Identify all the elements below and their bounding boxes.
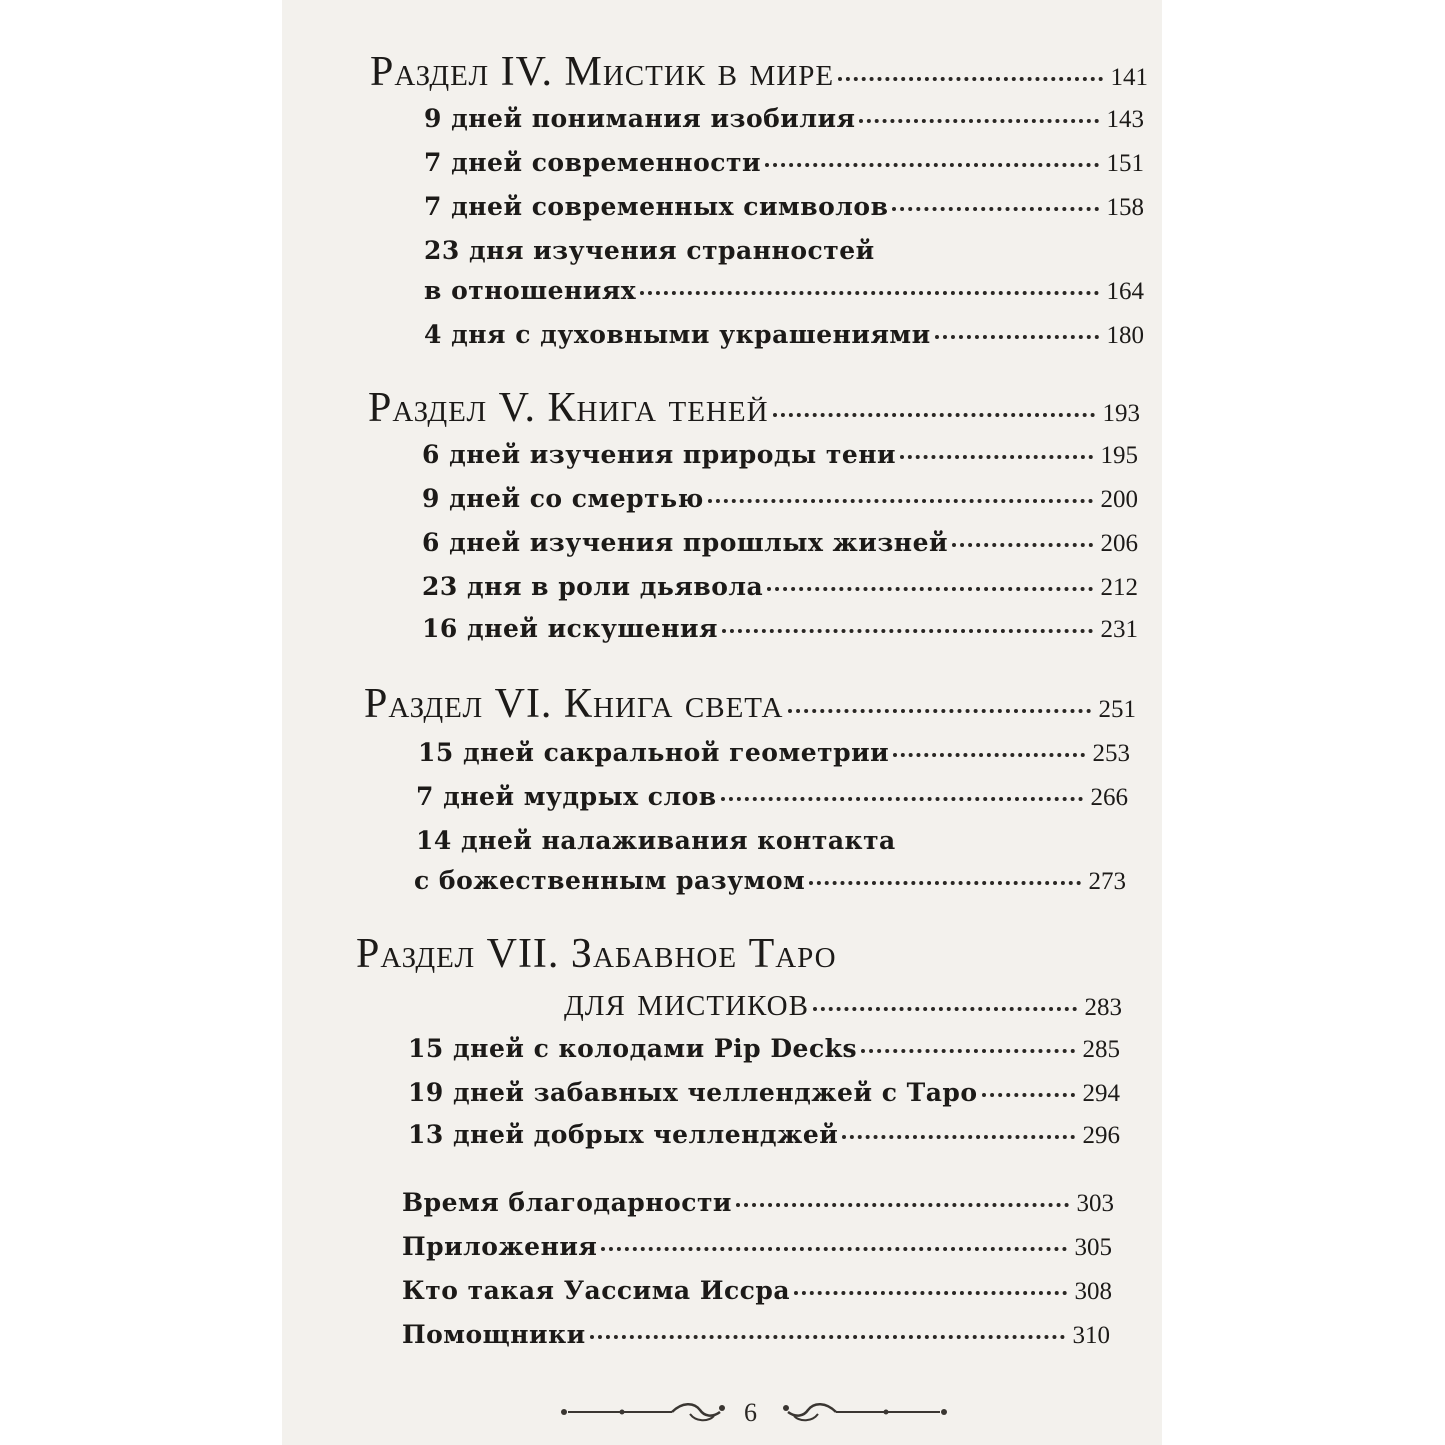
- entry-title: 7 дней современности: [424, 148, 762, 177]
- toc-entry: [402, 1276, 1112, 1306]
- entry-title: 9 дней со смертью: [422, 484, 704, 513]
- toc-entry: [424, 276, 1144, 306]
- toc-entry: [422, 614, 1138, 644]
- page-folio: 6: [744, 1398, 757, 1427]
- page-number: 231: [1100, 616, 1138, 643]
- right-flourish-icon: [776, 1398, 956, 1426]
- dot-leader: [952, 543, 1092, 547]
- page-number: 253: [1092, 740, 1130, 767]
- section-title: Раздел IV. Мистик в мире: [370, 49, 835, 95]
- toc-section-5: [368, 384, 1140, 432]
- page-number: 193: [1102, 400, 1140, 427]
- dot-leader: [640, 291, 1098, 295]
- toc-entry: [424, 104, 1144, 134]
- toc-entry: [422, 440, 1138, 470]
- entry-title: 4 дня с духовными украшениями: [424, 320, 931, 349]
- toc-entry: [402, 1320, 1110, 1350]
- page-number: 285: [1082, 1036, 1120, 1063]
- entry-title: Кто такая Уассима Исcра: [402, 1276, 791, 1305]
- entry-title: 7 дней мудрых слов: [416, 782, 717, 811]
- entry-title: 23 дня в роли дьявола: [422, 572, 764, 601]
- page-number: 180: [1106, 322, 1144, 349]
- page-number: 251: [1098, 696, 1136, 723]
- dot-leader: [601, 1247, 1066, 1251]
- dot-leader: [892, 207, 1098, 211]
- toc-entry: [418, 738, 1130, 768]
- page-number: 195: [1100, 442, 1138, 469]
- dot-leader: [861, 1049, 1074, 1053]
- section-title: Раздел VI. Книга света: [364, 681, 784, 727]
- page-number: 294: [1082, 1080, 1120, 1107]
- entry-title: 6 дней изучения прошлых жизней: [422, 528, 949, 557]
- page-number: 143: [1106, 106, 1144, 133]
- page-number: 158: [1106, 194, 1144, 221]
- dot-leader: [813, 1007, 1077, 1011]
- section-title-line1: Раздел VII. Забавное Таро: [356, 931, 837, 977]
- toc-entry: [422, 528, 1138, 558]
- page-number: 200: [1100, 486, 1138, 513]
- toc-entry: [424, 148, 1144, 178]
- dot-leader: [900, 455, 1092, 459]
- toc-entry: [414, 866, 1126, 896]
- page-number: 212: [1100, 574, 1138, 601]
- page-number: 310: [1072, 1322, 1110, 1349]
- toc-section-4: [370, 48, 1148, 96]
- dot-leader: [842, 1135, 1074, 1139]
- dot-leader: [722, 629, 1092, 633]
- entry-title: 19 дней забавных челленджей с Таро: [408, 1078, 978, 1107]
- toc-entry: [422, 572, 1138, 602]
- entry-title: 9 дней понимания изобилия: [424, 104, 856, 133]
- toc-entry: [408, 1120, 1120, 1150]
- toc-entry: [424, 192, 1144, 222]
- page-number: 283: [1084, 994, 1122, 1021]
- dot-leader: [590, 1335, 1065, 1339]
- dot-leader: [859, 119, 1098, 123]
- entry-title-line1: 23 дня изучения странностей: [424, 236, 875, 265]
- entry-title-line2: с божественным разумом: [414, 866, 806, 895]
- page-number: 164: [1106, 278, 1144, 305]
- dot-leader: [809, 881, 1080, 885]
- toc-entry: [408, 1034, 1120, 1064]
- entry-title-line1: 14 дней налаживания контакта: [416, 826, 896, 855]
- dot-leader: [838, 77, 1102, 81]
- dot-leader: [708, 499, 1093, 503]
- entry-title: 15 дней сакральной геометрии: [418, 738, 890, 767]
- page-number: 308: [1074, 1278, 1112, 1305]
- page-number: 303: [1076, 1190, 1114, 1217]
- toc-entry: [402, 1232, 1112, 1262]
- toc-entry: [408, 1078, 1120, 1108]
- dot-leader: [935, 335, 1099, 339]
- toc-section-6: [364, 680, 1136, 728]
- page-number: 206: [1100, 530, 1138, 557]
- entry-title: 15 дней с колодами Pip Decks: [408, 1034, 858, 1063]
- page-number: 141: [1110, 64, 1148, 91]
- dot-leader: [765, 163, 1098, 167]
- dot-leader: [773, 413, 1095, 417]
- dot-leader: [788, 709, 1091, 713]
- toc-section-7: [564, 978, 1122, 1026]
- page-number: 273: [1088, 868, 1126, 895]
- left-flourish-icon: [552, 1398, 732, 1426]
- entry-title: Помощники: [402, 1320, 586, 1349]
- entry-title: Время благодарности: [402, 1188, 732, 1217]
- dot-leader: [982, 1093, 1075, 1097]
- entry-title: 13 дней добрых челленджей: [408, 1120, 839, 1149]
- section-title-line2: для мистиков: [564, 979, 809, 1025]
- page-number: 266: [1090, 784, 1128, 811]
- page-number: 305: [1074, 1234, 1112, 1261]
- page-number: 151: [1106, 150, 1144, 177]
- page-number: 296: [1082, 1122, 1120, 1149]
- book-page: [282, 0, 1162, 1445]
- entry-title: 7 дней современных символов: [424, 192, 889, 221]
- toc-entry: [422, 484, 1138, 514]
- entry-title: 6 дней изучения природы тени: [422, 440, 897, 469]
- entry-title: 16 дней искушения: [422, 614, 719, 643]
- dot-leader: [721, 797, 1083, 801]
- section-title: Раздел V. Книга теней: [368, 385, 769, 431]
- dot-leader: [794, 1291, 1066, 1295]
- toc-entry: [402, 1188, 1114, 1218]
- entry-title-line2: в отношениях: [424, 276, 637, 305]
- dot-leader: [767, 587, 1092, 591]
- dot-leader: [893, 753, 1084, 757]
- entry-title: Приложения: [402, 1232, 598, 1261]
- dot-leader: [736, 1203, 1069, 1207]
- toc-entry: [424, 320, 1144, 350]
- toc-entry: [416, 782, 1128, 812]
